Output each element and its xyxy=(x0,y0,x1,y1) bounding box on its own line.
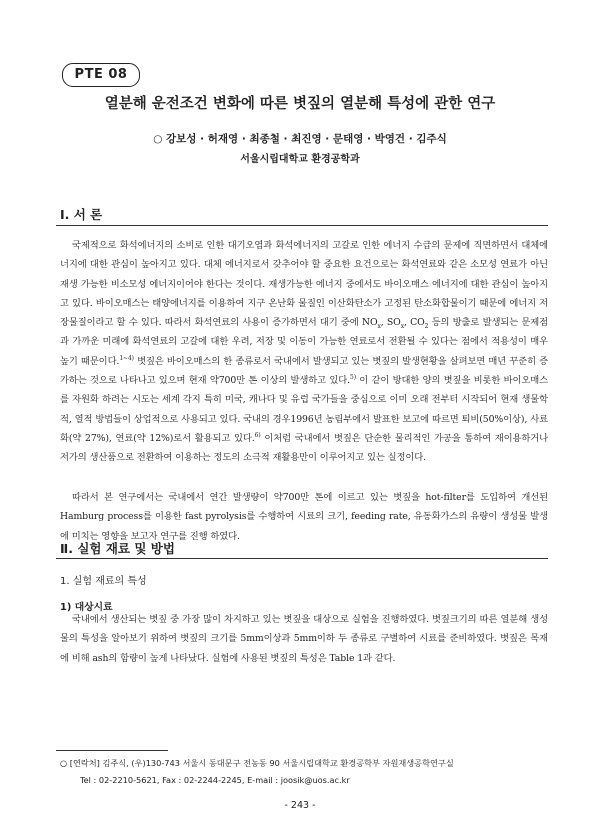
intro-text-c: 볏짚은 바이오매스의 한 종류로서 국내에서 발생되고 있는 볏짚의 발생현황을 살펴보면 매년 꾸준히 증가하는 것으로 나타나고 있으며 현재 약700만 톤 이상의 발생하고 있다. xyxy=(60,355,548,387)
footnote-phone-email: Tel : 02-2210-5621, Fax : 02-2244-2245, E-mail : joosik@uos.ac.kr xyxy=(80,775,350,785)
citation-1: 1~4) xyxy=(119,354,134,362)
methods-paragraph-1: 국내에서 생산되는 볏짚 중 가장 많이 차지하고 있는 볏짚을 대상으로 실험을 진행하였다. 볏짚크기의 따른 열분해 생성물의 특성을 알아보기 위하여 볏짚의 크기를 5mm이상과 5mm이하 두 종류로 구별하여 시료를 준비하였다. 볏짚은 목재에 비해 ash의 함량이 높게 나타났다. 실험에 사용된 볏짚의 특성은 Table 1과 같다. xyxy=(60,614,548,664)
page-number: - 243 - xyxy=(284,800,316,811)
intro-heading: Ⅰ. 서 론 xyxy=(60,207,103,222)
subsection-materials: 1. 실험 재료의 특성 xyxy=(60,576,147,587)
nox-subscript: x xyxy=(377,323,381,331)
intro-sep-1: , SO xyxy=(380,317,401,329)
citation-3: 6) xyxy=(254,431,261,439)
intro-text-b: 등의 방출로 발생되는 문제점과 가까운 미래에 화석연료의 고갈에 대한 우려, 저장 및 이동이 가능한 연료로서 전환될 수 있다는 점에서 적용성이 매우 높기 때문이다. xyxy=(60,317,548,367)
subsubsection-sample: 1) 대상시료 xyxy=(60,602,113,613)
co2-subscript: 2 xyxy=(424,323,429,331)
footnote-contact: ○ [연락처] 김주식, (우)130-743 서울시 동대문구 전농동 90 서울시립대학교 환경공학부 자원재생공학연구실 xyxy=(60,758,454,768)
intro-paragraph-2: 따라서 본 연구에서는 국내에서 연간 발생량이 약700만 톤에 이르고 있는 볏짚을 hot-filter를 도입하여 개선된 Hamburg process를 이용한 fast pyrolysis를 수행하여 시료의 크기, feeding rate, 유동화가스의 유량이 생성물 발생에 미치는 영향을 보고자 연구를 진행 하였다. xyxy=(60,492,548,542)
intro-rule xyxy=(56,225,548,226)
methods-rule xyxy=(56,558,548,559)
methods-heading: Ⅱ. 실험 재료 및 방법 xyxy=(60,541,175,556)
footnote-rule xyxy=(56,750,168,751)
intro-paragraph-1 xyxy=(60,236,548,468)
citation-2: 5) xyxy=(350,373,356,381)
intro-text-d: 이 같이 방대한 양의 볏짚을 비롯한 바이오매스를 자원화 하려는 시도는 세계 각지 특히 미국, 캐나다 및 유럽 국가들을 중심으로 이미 오래 전부터 시작되어 현재 생물학적, 열적 방법들이 상업적으로 사용되고 있다. 국내의 경우1996년 농림부에서 발표한 보고에 따르면 퇴비(50%이상), 사료화(약 27%), 연료(약 12%)로서 활용되고 있다. xyxy=(60,375,548,444)
sox-subscript: x xyxy=(400,323,404,331)
intro-text-a: 국제적으로 화석에너지의 소비로 인한 대기오염과 화석에너지의 고갈로 인한 에너지 수급의 문제에 직면하면서 대체에너지에 대한 관심이 높아지고 있다. 대체 에너지로서 갖추어야 할 중요한 요건으로는 화석연료와 같은 소모성 연료가 아닌 재생 가능한 비소모성 에너지이어야 한다는 것이다. 재생가능한 에너지 중에서도 바이오매스 에너지에 대한 관심이 높아지고 있다. 바이오매스는 태양에너지를 이용하여 지구 온난화 물질인 이산화탄소가 고정된 탄소화합물이기 때문에 에너지 저장물질이라고 할 수 있다. 따라서 화석연료의 사용이 증가하면서 대기 중에 NO xyxy=(60,240,548,329)
affiliation: 서울시립대학교 환경공학과 xyxy=(240,154,360,165)
intro-text-e: 이처럼 국내에서 볏짚은 단순한 물리적인 가공을 통하여 재이용하거나 저가의 생산품으로 전환하여 이용하는 정도의 소극적 재활용만이 이루어지고 있는 실정이다. xyxy=(60,432,549,464)
author-list: ○ 강보성 · 허재영 · 최종철 · 최진영 · 문태영 · 박영건 · 김주식 xyxy=(153,133,447,145)
session-code-badge: PTE 08 xyxy=(62,63,140,87)
paper-title: 열분해 운전조건 변화에 따른 볏짚의 열분해 특성에 관한 연구 xyxy=(104,96,496,112)
intro-sep-2: , CO xyxy=(404,317,425,329)
